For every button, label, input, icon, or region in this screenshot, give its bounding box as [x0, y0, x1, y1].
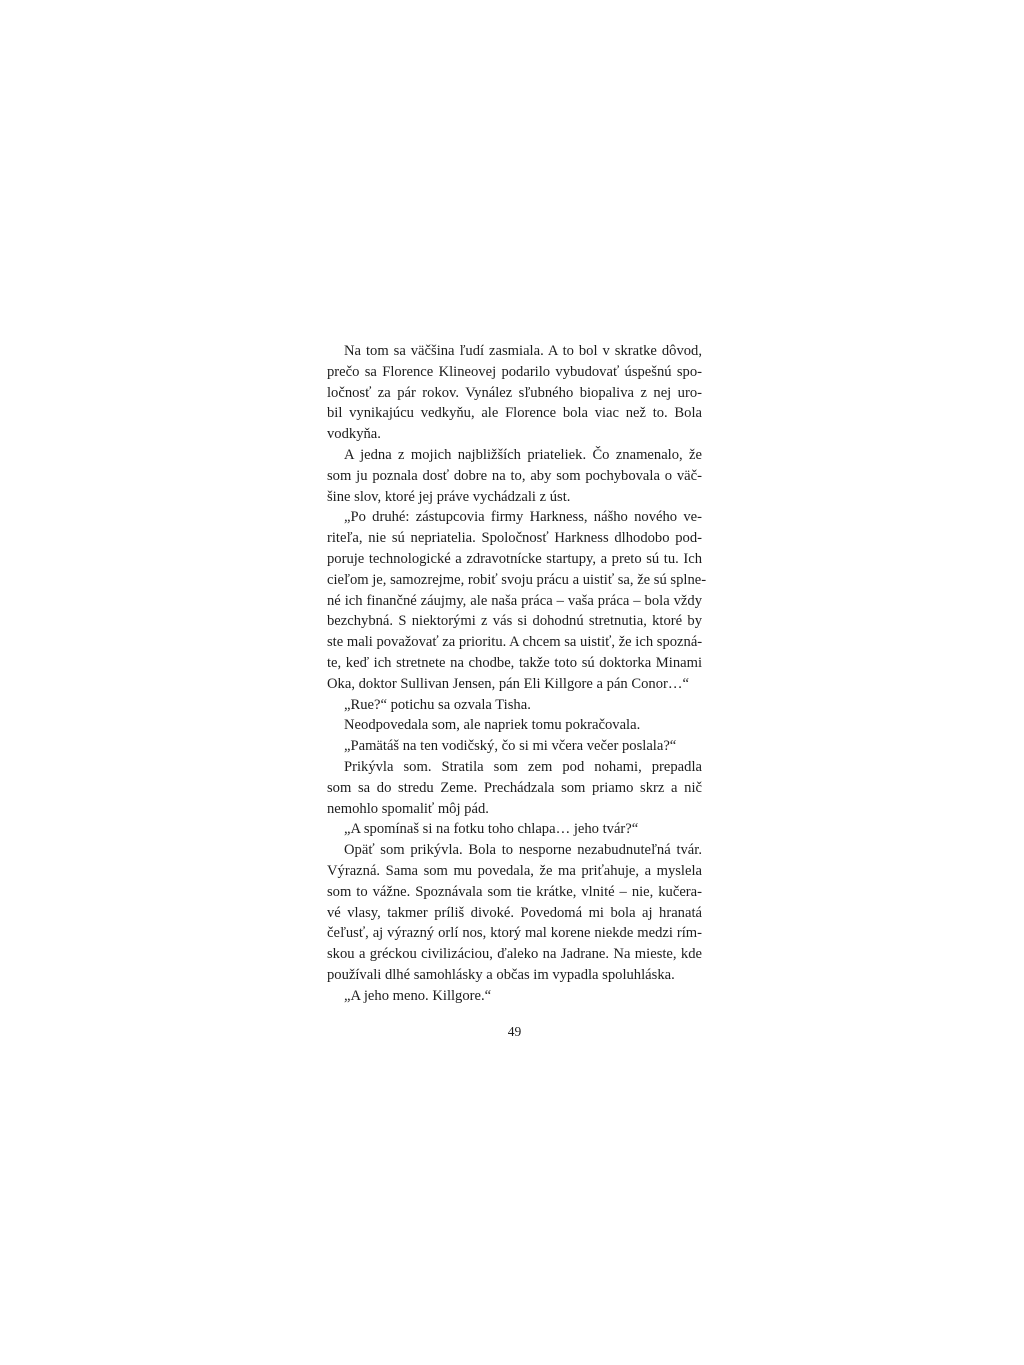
text-line: Výrazná. Sama som mu povedala, že ma priťahuje, a myslela [327, 862, 702, 879]
text-line: šine slov, ktoré jej práve vychádzali z úst. [327, 488, 571, 505]
text-line: te, keď ich stretnete na chodbe, takže toto sú doktorka Minami [327, 654, 702, 671]
text-line: Neodpovedala som, ale napriek tomu pokračovala. [344, 717, 641, 734]
text-line: prečo sa Florence Klineovej podarilo vybudovať úspešnú spo- [327, 363, 702, 380]
text-line: cieľom je, samozrejme, robiť svoju prácu a uistiť sa, že sú splne- [327, 571, 707, 588]
text-line: poruje technologické a zdravotnícke startupy, a preto sú tu. Ich [327, 550, 702, 567]
text-line: som sa do stredu Zeme. Prechádzala som priamo skrz a nič [327, 779, 702, 796]
text-line: čeľusť, aj výrazný orlí nos, ktorý mal korene niekde medzi rím- [327, 925, 702, 942]
text-line: Na tom sa väčšina ľudí zasmiala. A to bol v skratke dôvod, [344, 343, 702, 359]
text-line: vodkyňa. [327, 426, 381, 443]
text-line: Opäť som prikývla. Bola to nesporne nezabudnuteľná tvár. [344, 842, 702, 859]
text-line: nemohlo spomaliť môj pád. [327, 800, 489, 817]
text-line: né ich finančné záujmy, ale naša práca – vaša práca – bola vždy [327, 592, 702, 609]
text-line: Oka, doktor Sullivan Jensen, pán Eli Killgore a pán Conor…“ [327, 675, 689, 692]
text-line: „Po druhé: zástupcovia firmy Harkness, nášho nového ve- [344, 509, 702, 526]
text-line: som to vážne. Spoznávala som tie krátke, vlnité – nie, kučera- [327, 883, 702, 900]
text-line: „Rue?“ potichu sa ozvala Tisha. [344, 696, 531, 713]
text-line: ločnosť za pár rokov. Vynález sľubného biopaliva z nej uro- [327, 384, 702, 401]
text-line: riteľa, nie sú nepriatelia. Spoločnosť Harkness dlhodobo pod- [327, 530, 702, 547]
text-line: vé vlasy, takmer príliš divoké. Povedomá mi bola aj hranatá [327, 904, 702, 921]
text-line: „Pamätáš na ten vodičský, čo si mi včera večer poslala?“ [344, 738, 677, 755]
body-text [327, 341, 707, 1007]
text-line: A jedna z mojich najbližších priateliek. Čo znamenalo, že [344, 446, 702, 463]
page-number: 49 [507, 1024, 522, 1039]
text-line: bil vynikajúcu vedkyňu, ale Florence bola viac než to. Bola [327, 405, 702, 422]
text-line: Prikývla som. Stratila som zem pod nohami, prepadla [344, 758, 702, 775]
text-line: ste mali považovať za prioritu. A chcem sa uistiť, že ich spozná- [327, 634, 703, 651]
text-line: bezchybná. S niektorými z vás si dohodnú stretnutia, ktoré by [327, 613, 702, 630]
text-line: skou a gréckou civilizáciou, ďaleko na Jadrane. Na mieste, kde [327, 946, 702, 963]
text-line: „A spomínaš si na fotku toho chlapa… jeho tvár?“ [344, 821, 639, 838]
text-line: som ju poznala dosť dobre na to, aby som pochybovala o väč- [327, 467, 702, 484]
text-line: používali dlhé samohlásky a občas im vypadla spoluhláska. [327, 966, 675, 983]
text-line: „A jeho meno. Killgore.“ [344, 987, 492, 1004]
